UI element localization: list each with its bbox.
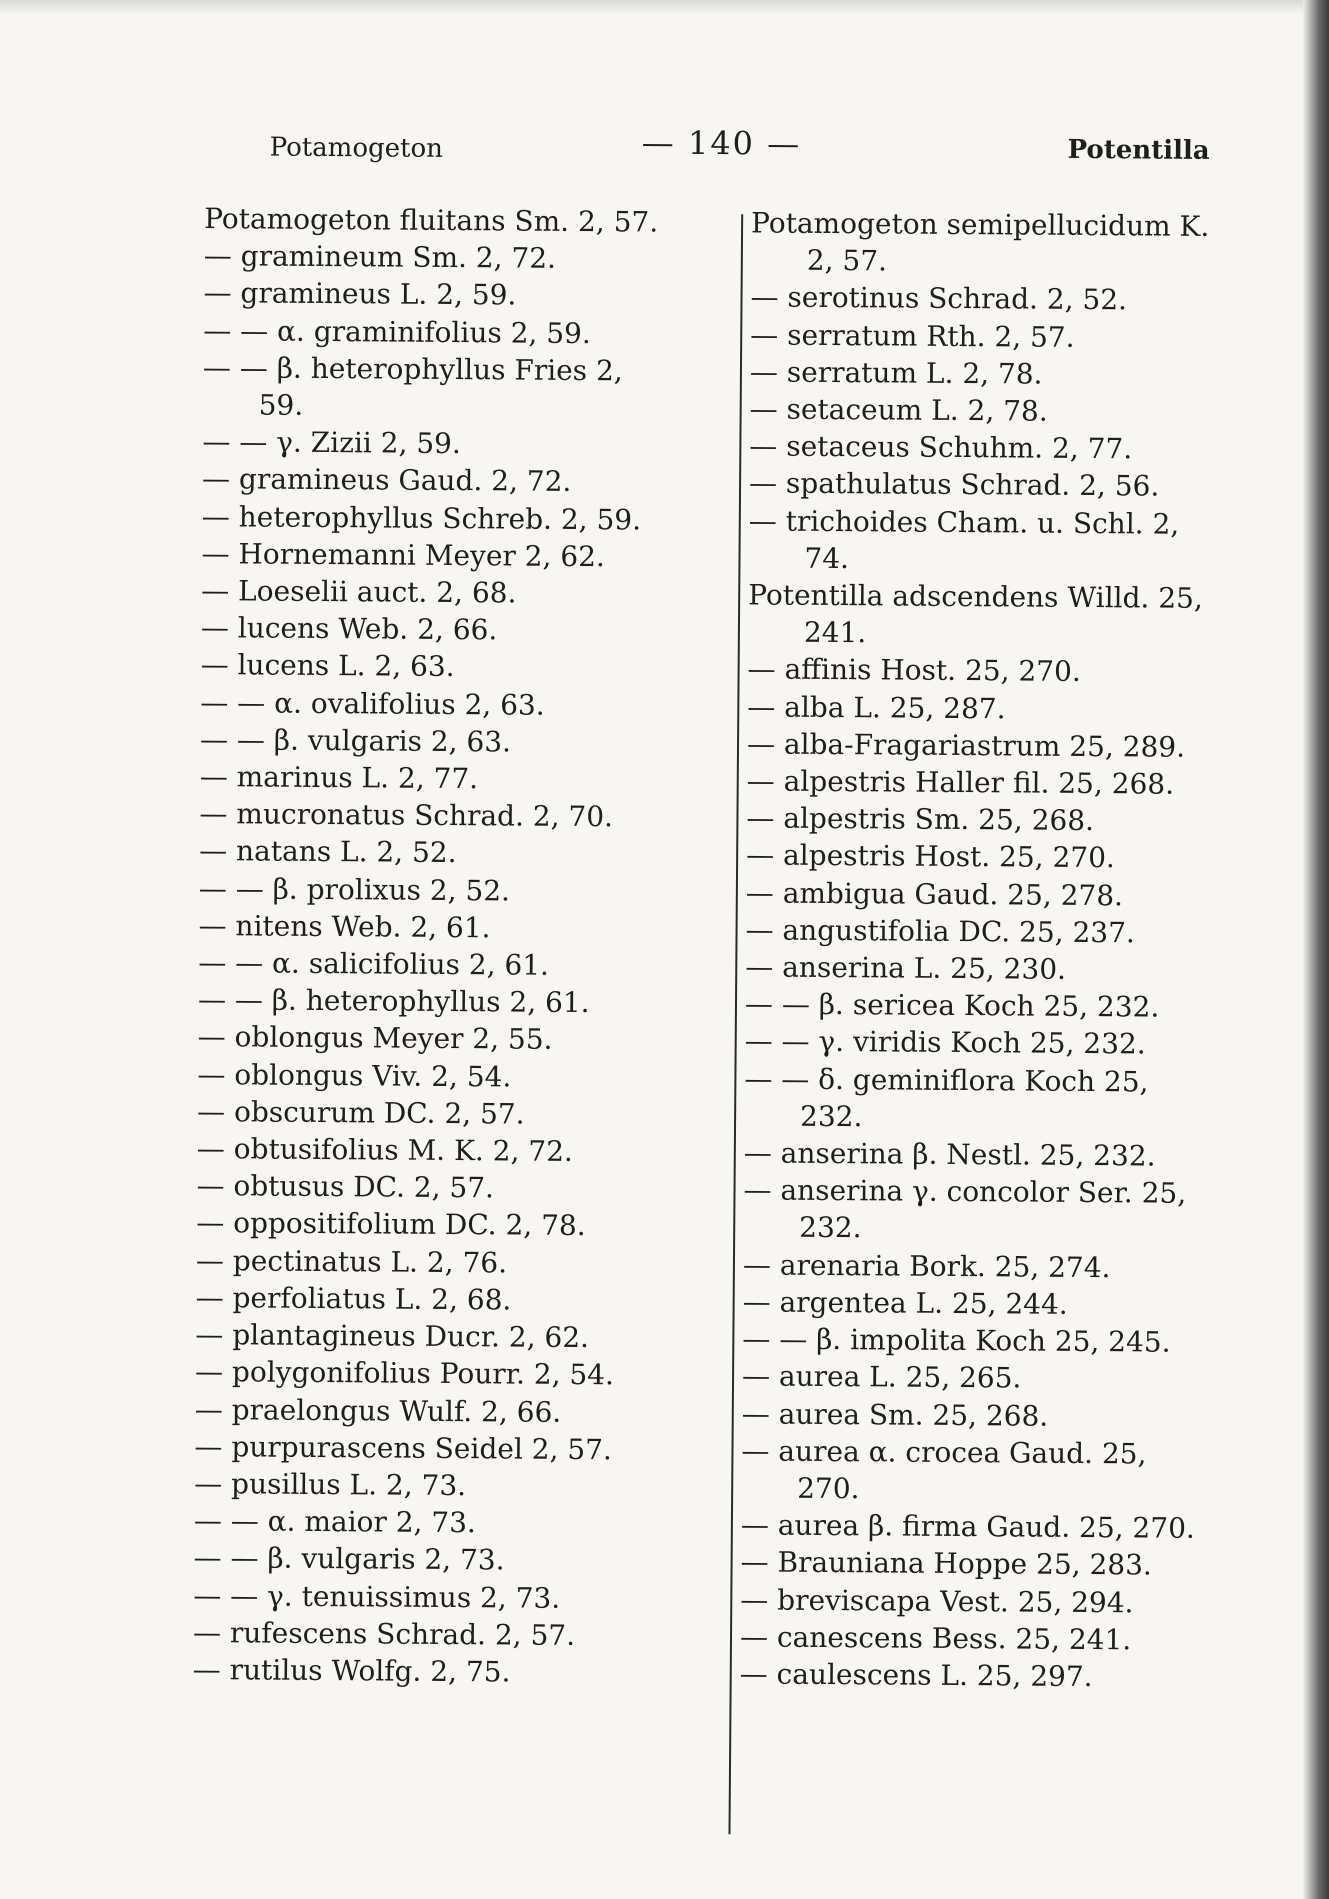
index-entry: — — β. heterophyllus 2, 61. <box>197 983 590 1020</box>
index-entry: — arenaria Bork. 25, 274. <box>742 1247 1111 1284</box>
index-entry: — heterophyllus Schreb. 2, 59. <box>201 499 642 537</box>
index-entry: — anserina L. 25, 230. <box>745 950 1067 986</box>
index-entry: — — γ. Zizii 2, 59. <box>202 425 461 461</box>
index-entry: — purpurascens Seidel 2, 57. <box>194 1429 613 1466</box>
running-header <box>270 121 1210 178</box>
index-entry: — — α. graminifolius 2, 59. <box>203 313 591 350</box>
index-entry: — obscurum DC. 2, 57. <box>197 1094 525 1131</box>
index-entry: — alpestris Host. 25, 270. <box>746 838 1116 875</box>
header-right-term: Potentilla <box>1067 134 1210 166</box>
index-entry: — pusillus L. 2, 73. <box>194 1466 467 1503</box>
index-entry: Potamogeton semipellucidum K. <box>751 206 1210 243</box>
index-entry: — perfoliatus L. 2, 68. <box>195 1280 512 1317</box>
index-entry: — natans L. 2, 52. <box>199 834 457 870</box>
index-entry-continuation: 59. <box>258 388 304 422</box>
index-entry: — spathulatus Schrad. 2, 56. <box>748 466 1160 503</box>
index-entry: — rutilus Wolfg. 2, 75. <box>192 1652 511 1689</box>
index-entry: — rufescens Schrad. 2, 57. <box>192 1615 576 1652</box>
index-entry: — serratum L. 2, 78. <box>749 355 1043 391</box>
scan-binding-shadow <box>1303 0 1329 1899</box>
index-entry: — marinus L. 2, 77. <box>199 760 479 796</box>
index-entry: — obtusus DC. 2, 57. <box>196 1169 495 1205</box>
index-entry: — setaceum L. 2, 78. <box>749 392 1048 428</box>
index-entry: — alba-Fragariastrum 25, 289. <box>746 727 1186 764</box>
index-entry: — — γ. viridis Koch 25, 232. <box>744 1024 1146 1061</box>
index-entry: — angustifolia DC. 25, 237. <box>745 913 1136 950</box>
index-entry: — aurea β. firma Gaud. 25, 270. <box>740 1508 1195 1545</box>
index-entry: — alpestris Haller fil. 25, 268. <box>746 764 1175 801</box>
index-entry: — anserina β. Nestl. 25, 232. <box>743 1136 1156 1173</box>
index-entry: — argentea L. 25, 244. <box>742 1285 1068 1321</box>
index-entry: — serotinus Schrad. 2, 52. <box>750 280 1128 317</box>
index-entry: — breviscapa Vest. 25, 294. <box>740 1582 1134 1619</box>
index-entry: — ambigua Gaud. 25, 278. <box>745 875 1124 912</box>
index-entry: — mucronatus Schrad. 2, 70. <box>199 797 614 834</box>
index-entry: — — β. prolixus 2, 52. <box>198 871 511 908</box>
index-entry-continuation: 232. <box>799 1099 863 1134</box>
index-entry-continuation: 2, 57. <box>806 243 888 278</box>
index-entry: — setaceus Schuhm. 2, 77. <box>749 429 1133 466</box>
index-entry: — serratum Rth. 2, 57. <box>750 317 1075 354</box>
index-entry: — — β. sericea Koch 25, 232. <box>744 987 1160 1024</box>
index-entry: — aurea α. crocea Gaud. 25, <box>741 1433 1147 1471</box>
page-number: — 140 — <box>641 123 802 163</box>
index-entry: — oblongus Viv. 2, 54. <box>197 1057 512 1094</box>
index-entry: — anserina γ. concolor Ser. 25, <box>743 1173 1187 1211</box>
index-entry: — — β. vulgaris 2, 63. <box>199 722 512 759</box>
index-entry: — obtusifolius M. K. 2, 72. <box>196 1132 574 1169</box>
index-entry: — alpestris Sm. 25, 268. <box>746 801 1095 838</box>
index-entry: — Brauniana Hoppe 25, 283. <box>740 1545 1152 1582</box>
index-entry: — Hornemanni Meyer 2, 62. <box>201 536 606 574</box>
index-entry: — — α. salicifolius 2, 61. <box>198 946 550 982</box>
index-entry: — pectinatus L. 2, 76. <box>195 1243 508 1280</box>
index-entry: — aurea L. 25, 265. <box>741 1359 1022 1395</box>
index-entry: — gramineus Gaud. 2, 72. <box>201 462 572 499</box>
index-entry: — alba L. 25, 287. <box>747 689 1006 725</box>
index-entry: — — β. heterophyllus Fries 2, <box>202 350 623 388</box>
index-entry: — oppositifolium DC. 2, 78. <box>196 1206 586 1243</box>
index-entry: — nitens Web. 2, 61. <box>198 908 491 945</box>
right-column <box>740 204 1272 1696</box>
index-entry: — aurea Sm. 25, 268. <box>741 1396 1049 1433</box>
index-entry: Potamogeton fluitans Sm. 2, 57. <box>204 202 659 239</box>
index-entry: — affinis Host. 25, 270. <box>747 652 1081 689</box>
index-entry: — — α. maior 2, 73. <box>193 1504 477 1540</box>
index-entry: — lucens L. 2, 63. <box>200 648 455 684</box>
index-entry: — oblongus Meyer 2, 55. <box>197 1020 553 1057</box>
scan-top-shadow <box>0 0 1329 14</box>
header-left-term: Potamogeton <box>269 132 444 164</box>
index-entry: — canescens Bess. 25, 241. <box>739 1620 1132 1657</box>
index-entry: — — β. vulgaris 2, 73. <box>193 1541 505 1577</box>
index-entry: — Loeselii auct. 2, 68. <box>201 574 517 610</box>
index-entry: Potentilla adscendens Willd. 25, <box>748 578 1203 615</box>
index-entry: — polygonifolius Pourr. 2, 54. <box>194 1355 615 1392</box>
index-entry: — trichoides Cham. u. Schl. 2, <box>748 503 1180 541</box>
index-entry: — — γ. tenuissimus 2, 73. <box>193 1578 561 1615</box>
index-entry-continuation: 241. <box>803 615 867 650</box>
index-entry: — — β. impolita Koch 25, 245. <box>742 1322 1171 1359</box>
index-entry: — gramineus L. 2, 59. <box>203 276 517 312</box>
index-page <box>186 110 1260 1878</box>
index-entry: — gramineum Sm. 2, 72. <box>203 239 557 276</box>
index-entry: — — α. ovalifolius 2, 63. <box>200 685 545 722</box>
index-entry: — caulescens L. 25, 297. <box>739 1657 1093 1693</box>
left-column <box>193 200 750 1692</box>
index-entry-continuation: 270. <box>797 1471 860 1506</box>
index-entry-continuation: 74. <box>804 541 850 575</box>
index-entry: — plantagineus Ducr. 2, 62. <box>195 1318 590 1355</box>
index-entry: — praelongus Wulf. 2, 66. <box>194 1392 562 1429</box>
index-entry: — lucens Web. 2, 66. <box>200 611 498 647</box>
index-entry-continuation: 232. <box>799 1211 862 1245</box>
index-entry: — — δ. geminiflora Koch 25, <box>744 1061 1149 1099</box>
